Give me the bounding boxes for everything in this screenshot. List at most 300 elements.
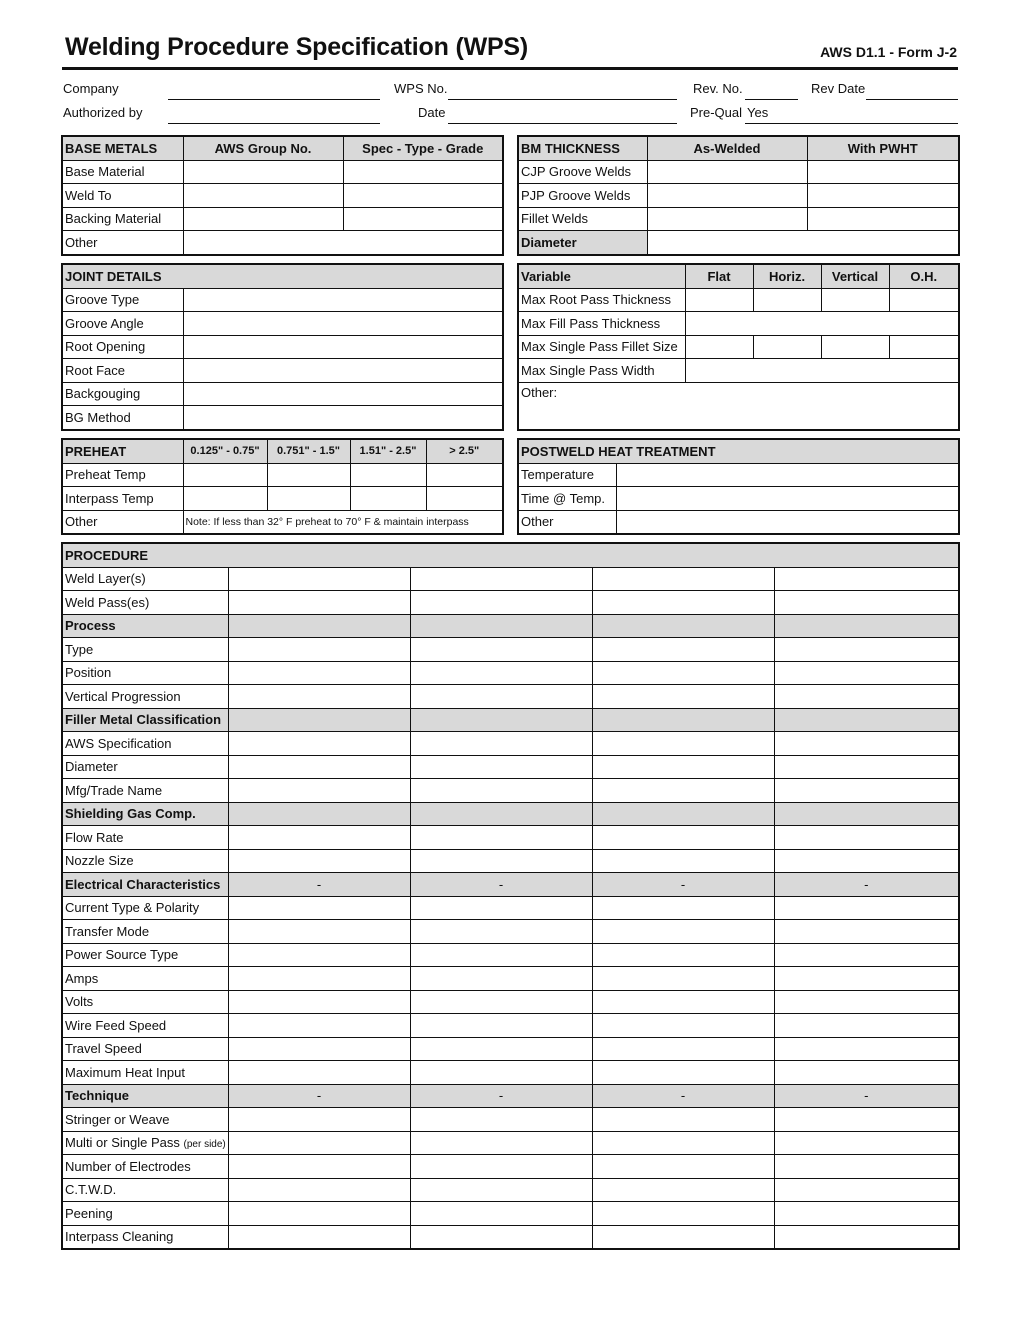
procedure-table: [61, 542, 960, 1250]
vertical-header: Vertical: [821, 264, 889, 288]
procedure-row-label: [62, 920, 228, 944]
input-cell[interactable]: [774, 591, 959, 615]
row-label: Other: [62, 231, 183, 255]
procedure-row: [62, 802, 959, 826]
input-cell[interactable]: [410, 779, 592, 803]
bm-thickness-header: BM THICKNESS: [518, 136, 647, 160]
prequal-field[interactable]: [745, 123, 958, 124]
input-cell[interactable]: [228, 685, 410, 709]
procedure-row: [62, 638, 959, 662]
row-label: Backgouging: [62, 382, 183, 406]
procedure-row-label: [62, 990, 228, 1014]
procedure-row-label: [62, 967, 228, 991]
procedure-row-text: Shielding Gas Comp.: [65, 806, 196, 822]
input-cell[interactable]: [410, 755, 592, 779]
input-cell[interactable]: [685, 288, 753, 312]
procedure-row-text: Diameter: [65, 759, 118, 775]
input-cell[interactable]: [592, 1014, 774, 1038]
section-cell: -: [228, 1084, 410, 1108]
input-cell[interactable]: [774, 1131, 959, 1155]
section-cell: [410, 708, 592, 732]
procedure-row-text: Weld Pass(es): [65, 594, 150, 610]
rev-no-field[interactable]: [745, 99, 798, 100]
input-cell[interactable]: [410, 591, 592, 615]
procedure-section-label: [62, 614, 228, 638]
input-cell[interactable]: [410, 1155, 592, 1179]
procedure-row: [62, 779, 959, 803]
input-cell[interactable]: [410, 967, 592, 991]
input-cell[interactable]: [774, 1155, 959, 1179]
procedure-row: [62, 591, 959, 615]
procedure-row: [62, 1178, 959, 1202]
input-cell[interactable]: [592, 896, 774, 920]
row-label: Root Opening: [62, 335, 183, 359]
procedure-row-text: Power Source Type: [65, 947, 179, 963]
section-cell: [774, 708, 959, 732]
input-cell[interactable]: [410, 638, 592, 662]
company-label: Company: [63, 81, 119, 96]
procedure-row: [62, 1131, 959, 1155]
procedure-row-suffix: (per side): [183, 1139, 226, 1151]
input-cell[interactable]: [774, 779, 959, 803]
input-cell[interactable]: [685, 359, 959, 383]
procedure-row-text: Number of Electrodes: [65, 1158, 191, 1174]
procedure-row-label: [62, 1131, 228, 1155]
input-cell[interactable]: [183, 463, 267, 487]
input-cell[interactable]: [410, 849, 592, 873]
procedure-row-label: [62, 1155, 228, 1179]
input-cell[interactable]: [183, 312, 503, 336]
procedure-row: [62, 896, 959, 920]
spec-type-grade-header: Spec - Type - Grade: [343, 136, 503, 160]
section-cell: [592, 708, 774, 732]
procedure-row-text: Amps: [65, 970, 99, 986]
input-cell[interactable]: [228, 943, 410, 967]
input-cell[interactable]: [426, 463, 503, 487]
input-cell[interactable]: [774, 849, 959, 873]
procedure-row: [62, 967, 959, 991]
procedure-row: [62, 1108, 959, 1132]
procedure-row-label: [62, 1061, 228, 1085]
input-cell[interactable]: [592, 849, 774, 873]
input-cell[interactable]: [228, 920, 410, 944]
input-cell[interactable]: [410, 1037, 592, 1061]
procedure-row: [62, 1061, 959, 1085]
input-cell[interactable]: [592, 1037, 774, 1061]
input-cell[interactable]: [774, 990, 959, 1014]
input-cell[interactable]: [228, 755, 410, 779]
section-cell: [774, 614, 959, 638]
input-cell[interactable]: [228, 1202, 410, 1226]
procedure-row-text: Filler Metal Classification: [65, 712, 222, 728]
procedure-row-label: [62, 826, 228, 850]
oh-header: O.H.: [889, 264, 959, 288]
input-cell[interactable]: [228, 1061, 410, 1085]
input-cell[interactable]: [228, 732, 410, 756]
procedure-row: [62, 1084, 959, 1108]
procedure-row: [62, 1202, 959, 1226]
input-cell[interactable]: [592, 685, 774, 709]
procedure-row-label: [62, 779, 228, 803]
procedure-section-label: [62, 802, 228, 826]
procedure-row-label: [62, 732, 228, 756]
input-cell[interactable]: [774, 1061, 959, 1085]
input-cell[interactable]: [774, 567, 959, 591]
procedure-row-text: Process: [65, 618, 116, 634]
input-cell[interactable]: [592, 661, 774, 685]
input-cell[interactable]: [807, 160, 959, 184]
input-cell[interactable]: [410, 1131, 592, 1155]
row-label: Other: [62, 510, 183, 534]
procedure-row: [62, 708, 959, 732]
row-label: Max Single Pass Width: [518, 359, 685, 383]
input-cell[interactable]: [183, 406, 503, 430]
input-cell[interactable]: [774, 896, 959, 920]
procedure-row-text: Technique: [65, 1088, 130, 1104]
input-cell[interactable]: [410, 826, 592, 850]
variable-table: [517, 263, 960, 431]
input-cell[interactable]: [228, 779, 410, 803]
input-cell[interactable]: [592, 1178, 774, 1202]
input-cell[interactable]: [592, 1061, 774, 1085]
input-cell[interactable]: [410, 990, 592, 1014]
input-cell[interactable]: [616, 510, 959, 534]
input-cell[interactable]: [592, 732, 774, 756]
input-cell[interactable]: [592, 967, 774, 991]
procedure-row: [62, 826, 959, 850]
input-cell[interactable]: [410, 685, 592, 709]
input-cell[interactable]: [592, 638, 774, 662]
row-label: Groove Angle: [62, 312, 183, 336]
preheat-note: Note: If less than 32° F preheat to 70° F & maintain interpass: [183, 510, 503, 534]
input-cell[interactable]: [410, 1108, 592, 1132]
rev-date-field[interactable]: [866, 99, 958, 100]
input-cell[interactable]: [774, 943, 959, 967]
procedure-row-text: Multi or Single Pass: [65, 1135, 180, 1151]
input-cell[interactable]: [774, 1108, 959, 1132]
input-cell[interactable]: [183, 382, 503, 406]
preheat-header: PREHEAT: [62, 439, 183, 463]
procedure-row: [62, 614, 959, 638]
input-cell[interactable]: [753, 288, 821, 312]
input-cell[interactable]: [821, 335, 889, 359]
procedure-row-label: [62, 755, 228, 779]
row-label: Backing Material: [62, 207, 183, 231]
section-cell: [228, 802, 410, 826]
procedure-row: [62, 873, 959, 897]
input-cell[interactable]: [410, 661, 592, 685]
diameter-label: Diameter: [518, 231, 647, 255]
procedure-row: [62, 849, 959, 873]
procedure-row-label: [62, 1037, 228, 1061]
range-header: 0.751" - 1.5": [267, 439, 350, 463]
variable-other-cell[interactable]: [518, 382, 959, 430]
section-cell: -: [410, 873, 592, 897]
input-cell[interactable]: [228, 1178, 410, 1202]
row-label: Other: [518, 510, 616, 534]
authorized-by-label: Authorized by: [63, 105, 143, 120]
procedure-row-label: [62, 896, 228, 920]
input-cell[interactable]: [592, 1202, 774, 1226]
page-title: Welding Procedure Specification (WPS): [65, 33, 529, 61]
input-cell[interactable]: [228, 661, 410, 685]
horiz-header: Horiz.: [753, 264, 821, 288]
date-label: Date: [418, 105, 446, 120]
row-label: CJP Groove Welds: [518, 160, 647, 184]
range-header: > 2.5": [426, 439, 503, 463]
input-cell[interactable]: [774, 638, 959, 662]
input-cell[interactable]: [183, 231, 503, 255]
input-cell[interactable]: [616, 487, 959, 511]
aws-group-header: AWS Group No.: [183, 136, 343, 160]
section-cell: -: [774, 873, 959, 897]
wps-no-field[interactable]: [448, 99, 677, 100]
procedure-row-label: [62, 1225, 228, 1249]
procedure-row-text: Stringer or Weave: [65, 1111, 170, 1127]
with-pwht-header: With PWHT: [807, 136, 959, 160]
flat-header: Flat: [685, 264, 753, 288]
input-cell[interactable]: [228, 967, 410, 991]
input-cell[interactable]: [753, 335, 821, 359]
input-cell[interactable]: [821, 288, 889, 312]
input-cell[interactable]: [410, 732, 592, 756]
input-cell[interactable]: [592, 1225, 774, 1249]
input-cell[interactable]: [774, 1014, 959, 1038]
as-welded-header: As-Welded: [647, 136, 807, 160]
section-cell: [410, 614, 592, 638]
procedure-row-text: Mfg/Trade Name: [65, 782, 163, 798]
procedure-row-text: Flow Rate: [65, 829, 124, 845]
input-cell[interactable]: [410, 943, 592, 967]
input-cell[interactable]: [592, 1155, 774, 1179]
procedure-row-text: Peening: [65, 1205, 113, 1221]
input-cell[interactable]: [592, 920, 774, 944]
input-cell[interactable]: [183, 184, 343, 208]
input-cell[interactable]: [350, 487, 426, 511]
row-label: Fillet Welds: [518, 207, 647, 231]
input-cell[interactable]: [228, 1131, 410, 1155]
procedure-row-text: Interpass Cleaning: [65, 1229, 174, 1245]
input-cell[interactable]: [350, 463, 426, 487]
procedure-row: [62, 567, 959, 591]
wps-no-label: WPS No.: [394, 81, 448, 96]
section-cell: -: [592, 1084, 774, 1108]
procedure-row-text: Nozzle Size: [65, 853, 134, 869]
procedure-row-label: [62, 1014, 228, 1038]
input-cell[interactable]: [410, 567, 592, 591]
procedure-row: [62, 661, 959, 685]
input-cell[interactable]: [343, 207, 503, 231]
input-cell[interactable]: [267, 463, 350, 487]
section-cell: [592, 802, 774, 826]
procedure-row-label: [62, 1178, 228, 1202]
procedure-row-text: Wire Feed Speed: [65, 1017, 167, 1033]
procedure-section-label: [62, 1084, 228, 1108]
range-header: 1.51" - 2.5": [350, 439, 426, 463]
procedure-row-text: Weld Layer(s): [65, 571, 146, 587]
section-cell: [410, 802, 592, 826]
section-cell: -: [228, 873, 410, 897]
procedure-row-text: Vertical Progression: [65, 688, 181, 704]
row-label: Time @ Temp.: [518, 487, 616, 511]
procedure-row-text: Travel Speed: [65, 1041, 142, 1057]
input-cell[interactable]: [774, 1202, 959, 1226]
procedure-row: [62, 732, 959, 756]
input-cell[interactable]: [774, 826, 959, 850]
row-label: Root Face: [62, 359, 183, 383]
procedure-row-label: [62, 567, 228, 591]
input-cell[interactable]: [807, 207, 959, 231]
procedure-section-label: [62, 873, 228, 897]
procedure-row-text: Volts: [65, 994, 94, 1010]
input-cell[interactable]: [647, 184, 807, 208]
row-label: Max Fill Pass Thickness: [518, 312, 685, 336]
input-cell[interactable]: [183, 335, 503, 359]
procedure-row: [62, 1014, 959, 1038]
input-cell[interactable]: [774, 920, 959, 944]
input-cell[interactable]: [183, 288, 503, 312]
procedure-row: [62, 990, 959, 1014]
input-cell[interactable]: [228, 1225, 410, 1249]
input-cell[interactable]: [183, 207, 343, 231]
input-cell[interactable]: [774, 967, 959, 991]
input-cell[interactable]: [889, 288, 959, 312]
input-cell[interactable]: [228, 1155, 410, 1179]
pwht-table: [517, 438, 960, 535]
input-cell[interactable]: [774, 755, 959, 779]
procedure-row-text: Type: [65, 641, 94, 657]
authorized-by-field[interactable]: [168, 123, 380, 124]
section-cell: [592, 614, 774, 638]
input-cell[interactable]: [592, 943, 774, 967]
section-cell: -: [774, 1084, 959, 1108]
input-cell[interactable]: [228, 849, 410, 873]
procedure-row-label: [62, 638, 228, 662]
section-cell: -: [410, 1084, 592, 1108]
input-cell[interactable]: [183, 160, 343, 184]
joint-details-table: [61, 263, 504, 431]
row-label: Base Material: [62, 160, 183, 184]
input-cell[interactable]: [410, 1014, 592, 1038]
input-cell[interactable]: [616, 463, 959, 487]
input-cell[interactable]: [685, 312, 959, 336]
input-cell[interactable]: [183, 359, 503, 383]
procedure-row-label: [62, 849, 228, 873]
row-label: Max Root Pass Thickness: [518, 288, 685, 312]
procedure-row-text: Current Type & Polarity: [65, 900, 200, 916]
input-cell[interactable]: [774, 1225, 959, 1249]
input-cell[interactable]: [228, 896, 410, 920]
procedure-row: [62, 685, 959, 709]
input-cell[interactable]: [228, 591, 410, 615]
row-label: BG Method: [62, 406, 183, 430]
input-cell[interactable]: [685, 335, 753, 359]
input-cell[interactable]: [410, 896, 592, 920]
input-cell[interactable]: [592, 1131, 774, 1155]
procedure-row: [62, 1037, 959, 1061]
input-cell[interactable]: [228, 567, 410, 591]
input-cell[interactable]: [774, 661, 959, 685]
date-field[interactable]: [448, 123, 677, 124]
procedure-row: [62, 1225, 959, 1249]
title-divider: [62, 67, 958, 70]
input-cell[interactable]: [228, 638, 410, 662]
input-cell[interactable]: [592, 779, 774, 803]
input-cell[interactable]: [410, 1178, 592, 1202]
procedure-row-label: [62, 1108, 228, 1132]
procedure-row-text: Position: [65, 665, 112, 681]
input-cell[interactable]: [410, 920, 592, 944]
input-cell[interactable]: [410, 1202, 592, 1226]
procedure-row-text: Electrical Characteristics: [65, 876, 221, 892]
rev-no-label: Rev. No.: [693, 81, 743, 96]
row-label: Weld To: [62, 184, 183, 208]
input-cell[interactable]: [228, 990, 410, 1014]
input-cell[interactable]: [592, 567, 774, 591]
base-metals-table: [61, 135, 504, 256]
input-cell[interactable]: [343, 160, 503, 184]
prequal-label: Pre-Qual: [690, 105, 743, 120]
input-cell[interactable]: [774, 685, 959, 709]
procedure-row: [62, 943, 959, 967]
range-header: 0.125" - 0.75": [183, 439, 267, 463]
input-cell[interactable]: [410, 1061, 592, 1085]
input-cell[interactable]: [774, 1037, 959, 1061]
section-cell: -: [592, 873, 774, 897]
preheat-table: [61, 438, 504, 535]
procedure-section-label: [62, 708, 228, 732]
input-cell[interactable]: [228, 1014, 410, 1038]
row-label: Temperature: [518, 463, 616, 487]
input-cell[interactable]: [592, 1108, 774, 1132]
bm-thickness-table: [517, 135, 960, 256]
procedure-row-text: Transfer Mode: [65, 923, 150, 939]
input-cell[interactable]: [647, 160, 807, 184]
procedure-row-text: AWS Specification: [65, 735, 172, 751]
procedure-row-text: C.T.W.D.: [65, 1182, 117, 1198]
input-cell[interactable]: [592, 990, 774, 1014]
input-cell[interactable]: [592, 826, 774, 850]
input-cell[interactable]: [426, 487, 503, 511]
input-cell[interactable]: [807, 184, 959, 208]
joint-details-header: JOINT DETAILS: [62, 264, 503, 288]
prequal-value[interactable]: Yes: [747, 105, 769, 120]
input-cell[interactable]: [592, 755, 774, 779]
procedure-row: [62, 1155, 959, 1179]
company-field[interactable]: [168, 99, 380, 100]
input-cell[interactable]: [228, 826, 410, 850]
input-cell[interactable]: [183, 487, 267, 511]
input-cell[interactable]: [647, 231, 959, 255]
row-label: Interpass Temp: [62, 487, 183, 511]
input-cell[interactable]: [592, 591, 774, 615]
input-cell[interactable]: [647, 207, 807, 231]
input-cell[interactable]: [343, 184, 503, 208]
procedure-header: PROCEDURE: [62, 543, 959, 567]
input-cell[interactable]: [228, 1108, 410, 1132]
input-cell[interactable]: [228, 1037, 410, 1061]
row-label: PJP Groove Welds: [518, 184, 647, 208]
input-cell[interactable]: [267, 487, 350, 511]
section-cell: [774, 802, 959, 826]
input-cell[interactable]: [774, 732, 959, 756]
input-cell[interactable]: [889, 335, 959, 359]
pwht-header: POSTWELD HEAT TREATMENT: [518, 439, 959, 463]
procedure-row-label: [62, 943, 228, 967]
base-metals-header: BASE METALS: [62, 136, 183, 160]
input-cell[interactable]: [774, 1178, 959, 1202]
input-cell[interactable]: [410, 1225, 592, 1249]
